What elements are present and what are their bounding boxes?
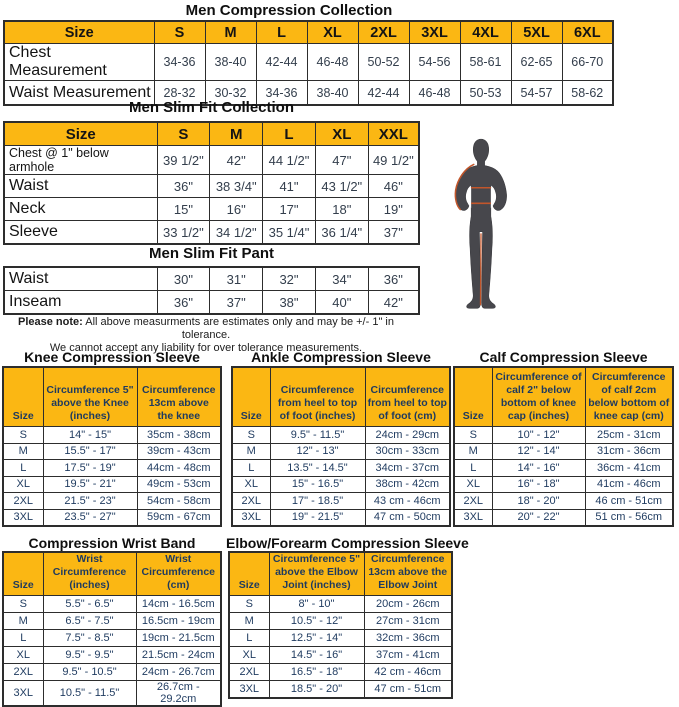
table-row <box>3 493 221 510</box>
table-cell: 30-32 <box>205 81 256 106</box>
table-cell: 62-65 <box>511 44 562 81</box>
table-row <box>232 509 450 526</box>
table-cell: 54-57 <box>511 81 562 106</box>
column-header: XL <box>315 122 368 146</box>
row-label: Neck <box>4 198 157 221</box>
column-header: Circumference 5" above the Knee (inches) <box>43 367 137 427</box>
row-label: Waist <box>4 267 157 291</box>
table-cell: 30cm - 33cm <box>365 443 450 460</box>
table-cell: 16" - 18" <box>492 476 585 493</box>
table-cell: 58-62 <box>562 81 613 106</box>
table-cell: 38-40 <box>307 81 358 106</box>
table-row <box>4 198 419 221</box>
column-header: Wrist Circumference (cm) <box>136 552 221 596</box>
column-header: M <box>210 122 263 146</box>
column-header: Size <box>229 552 269 596</box>
column-header: 5XL <box>511 21 562 44</box>
table-row <box>3 427 221 444</box>
table-cell: 59cm - 67cm <box>137 509 221 526</box>
table-cell: 13.5" - 14.5" <box>270 460 365 477</box>
column-header: 4XL <box>460 21 511 44</box>
table-cell: 36" <box>157 291 210 315</box>
table-cell: 40" <box>315 291 368 315</box>
table-row <box>3 443 221 460</box>
table-row <box>232 493 450 510</box>
row-label: Chest Measurement <box>4 44 154 81</box>
table-header-row <box>229 552 452 596</box>
table-cell: L <box>454 460 492 477</box>
table-cell: 38 3/4" <box>210 175 263 198</box>
table-cell: 14cm - 16.5cm <box>136 596 221 613</box>
table-cell: 17.5" - 19" <box>43 460 137 477</box>
table-cell: 3XL <box>3 681 43 707</box>
table-row <box>3 613 221 630</box>
table-cell: 27cm - 31cm <box>364 613 452 630</box>
table-cell: 10" - 12" <box>492 427 585 444</box>
table-row <box>4 291 419 315</box>
note-line-1-text: All above measurments are estimates only and may be +/- 1" in tolerance. <box>82 316 394 341</box>
table-cell: 16" <box>210 198 263 221</box>
table-cell: 58-61 <box>460 44 511 81</box>
table-cell: 3XL <box>229 681 269 699</box>
table-cell: 12" - 13" <box>270 443 365 460</box>
column-header: Size <box>4 21 154 44</box>
table-cell: 7.5" - 8.5" <box>43 630 136 647</box>
column-header: XXL <box>368 122 419 146</box>
table-row <box>3 630 221 647</box>
table-header-row <box>3 552 221 596</box>
table-cell: 49cm - 53cm <box>137 476 221 493</box>
table-row <box>4 267 419 291</box>
note-line-1 <box>0 316 412 342</box>
row-label: Waist Measurement <box>4 81 154 106</box>
table-row <box>454 509 673 526</box>
table-cell: 41cm - 46cm <box>585 476 673 493</box>
table-cell: 35cm - 38cm <box>137 427 221 444</box>
table-cell: 43 cm - 46cm <box>365 493 450 510</box>
table-cell: S <box>232 427 270 444</box>
table-cell: 14.5" - 16" <box>269 647 364 664</box>
table-row <box>3 460 221 477</box>
table-cell: S <box>229 596 269 613</box>
table-cell: 23.5" - 27" <box>43 509 137 526</box>
table-header-row <box>454 367 673 427</box>
table-cell: 3XL <box>232 509 270 526</box>
table-cell: 39 1/2" <box>157 146 210 175</box>
table-row <box>4 175 419 198</box>
table-cell: 9.5" - 10.5" <box>43 664 136 681</box>
ankle-compression-table <box>231 366 451 527</box>
table-cell: 37" <box>368 221 419 245</box>
table-cell: 8" - 10" <box>269 596 364 613</box>
table-cell: 32" <box>263 267 316 291</box>
table-cell: 49 1/2" <box>368 146 419 175</box>
row-label: Waist <box>4 175 157 198</box>
table-cell: 33 1/2" <box>157 221 210 245</box>
table-cell: M <box>3 613 43 630</box>
table-cell: 16.5cm - 19cm <box>136 613 221 630</box>
table-cell: 12.5" - 14" <box>269 630 364 647</box>
title-men-slim-fit-pant: Men Slim Fit Pant <box>148 245 274 262</box>
table-cell: 44cm - 48cm <box>137 460 221 477</box>
table-cell: 24cm - 29cm <box>365 427 450 444</box>
title-compression-wrist-band: Compression Wrist Band <box>28 535 196 551</box>
table-cell: L <box>232 460 270 477</box>
table-cell: 34 1/2" <box>210 221 263 245</box>
column-header: L <box>263 122 316 146</box>
column-header: 2XL <box>358 21 409 44</box>
table-cell: 38" <box>263 291 316 315</box>
table-cell: 10.5" - 12" <box>269 613 364 630</box>
table-cell: M <box>232 443 270 460</box>
table-cell: 31" <box>210 267 263 291</box>
table-row <box>229 596 452 613</box>
table-cell: 34" <box>315 267 368 291</box>
table-cell: 50-53 <box>460 81 511 106</box>
table-cell: 38-40 <box>205 44 256 81</box>
table-cell: 10.5" - 11.5" <box>43 681 136 707</box>
column-header: Size <box>4 122 157 146</box>
table-cell: 16.5" - 18" <box>269 664 364 681</box>
title-men-compression-collection: Men Compression Collection <box>185 2 393 19</box>
table-row <box>229 613 452 630</box>
table-row <box>4 146 419 175</box>
column-header: XL <box>307 21 358 44</box>
column-header: Circumference from heel to top of foot (cm) <box>365 367 450 427</box>
table-row <box>232 460 450 477</box>
table-cell: 35 1/4" <box>263 221 316 245</box>
table-row <box>229 647 452 664</box>
table-cell: L <box>229 630 269 647</box>
table-header-row <box>4 21 613 44</box>
table-cell: 54cm - 58cm <box>137 493 221 510</box>
men-slim-fit-table <box>3 121 420 245</box>
table-cell: 3XL <box>3 509 43 526</box>
table-row <box>232 427 450 444</box>
table-cell: 54-56 <box>409 44 460 81</box>
table-cell: 47 cm - 51cm <box>364 681 452 699</box>
table-cell: 18.5" - 20" <box>269 681 364 699</box>
table-cell: 20cm - 26cm <box>364 596 452 613</box>
table-cell: 21.5" - 23" <box>43 493 137 510</box>
table-cell: 51 cm - 56cm <box>585 509 673 526</box>
table-cell: 36cm - 41cm <box>585 460 673 477</box>
table-cell: S <box>454 427 492 444</box>
column-header: S <box>157 122 210 146</box>
column-header: Circumference of calf 2cm below bottom of knee cap (cm) <box>585 367 673 427</box>
title-ankle-compression-sleeve: Ankle Compression Sleeve <box>251 349 431 365</box>
table-row <box>232 443 450 460</box>
table-cell: 26.7cm - 29.2cm <box>136 681 221 707</box>
table-cell: 46-48 <box>307 44 358 81</box>
table-cell: 42-44 <box>256 44 307 81</box>
knee-compression-table <box>2 366 222 527</box>
table-cell: 9.5" - 9.5" <box>43 647 136 664</box>
table-cell: 39cm - 43cm <box>137 443 221 460</box>
column-header: S <box>154 21 205 44</box>
table-cell: 36" <box>157 175 210 198</box>
table-row <box>454 476 673 493</box>
table-row <box>454 427 673 444</box>
column-header: Circumference 13cm above the knee <box>137 367 221 427</box>
table-row <box>3 681 221 707</box>
table-cell: 2XL <box>232 493 270 510</box>
column-header: Size <box>454 367 492 427</box>
table-cell: 42 cm - 46cm <box>364 664 452 681</box>
column-header: Size <box>3 367 43 427</box>
table-cell: 5.5" - 6.5" <box>43 596 136 613</box>
table-cell: M <box>229 613 269 630</box>
table-cell: 30" <box>157 267 210 291</box>
column-header: L <box>256 21 307 44</box>
column-header: Size <box>3 552 43 596</box>
table-row <box>4 44 613 81</box>
table-cell: 15.5" - 17" <box>43 443 137 460</box>
column-header: Wrist Circumference (inches) <box>43 552 136 596</box>
table-row <box>4 221 419 245</box>
table-cell: 17" - 18.5" <box>270 493 365 510</box>
row-label: Chest @ 1" below armhole <box>4 146 157 175</box>
table-cell: 42" <box>368 291 419 315</box>
men-compression-table <box>3 20 614 106</box>
table-cell: 21.5cm - 24cm <box>136 647 221 664</box>
table-cell: M <box>454 443 492 460</box>
table-cell: S <box>3 427 43 444</box>
column-header: Size <box>232 367 270 427</box>
table-cell: 34-36 <box>256 81 307 106</box>
table-cell: 2XL <box>3 664 43 681</box>
table-cell: 34-36 <box>154 44 205 81</box>
column-header: Circumference 13cm above the Elbow Joint <box>364 552 452 596</box>
table-cell: 2XL <box>3 493 43 510</box>
table-cell: 28-32 <box>154 81 205 106</box>
table-row <box>454 493 673 510</box>
table-row <box>3 476 221 493</box>
table-cell: 36" <box>368 267 419 291</box>
table-cell: 24cm - 26.7cm <box>136 664 221 681</box>
table-cell: 2XL <box>229 664 269 681</box>
table-cell: 17" <box>263 198 316 221</box>
table-cell: 15" <box>157 198 210 221</box>
table-cell: 19" <box>368 198 419 221</box>
table-cell: 18" - 20" <box>492 493 585 510</box>
table-row <box>454 443 673 460</box>
table-cell: 43 1/2" <box>315 175 368 198</box>
table-cell: XL <box>3 647 43 664</box>
table-cell: XL <box>229 647 269 664</box>
table-cell: 47 cm - 50cm <box>365 509 450 526</box>
table-cell: 34cm - 37cm <box>365 460 450 477</box>
table-row <box>229 681 452 699</box>
table-cell: XL <box>454 476 492 493</box>
compression-wrist-band-table <box>2 551 222 707</box>
table-row <box>229 630 452 647</box>
table-cell: 37" <box>210 291 263 315</box>
row-label: Inseam <box>4 291 157 315</box>
table-cell: 50-52 <box>358 44 409 81</box>
table-cell: 25cm - 31cm <box>585 427 673 444</box>
table-cell: 12" - 14" <box>492 443 585 460</box>
column-header: Circumference of calf 2" below bottom of knee cap (inches) <box>492 367 585 427</box>
column-header: M <box>205 21 256 44</box>
table-cell: S <box>3 596 43 613</box>
title-elbow-forearm-compression-sleeve: Elbow/Forearm Compression Sleeve <box>226 535 469 551</box>
table-cell: 41" <box>263 175 316 198</box>
note-bold-prefix: Please note: <box>18 316 83 328</box>
male-silhouette-figure <box>446 136 516 312</box>
table-row <box>454 460 673 477</box>
table-header-row <box>4 122 419 146</box>
table-row <box>232 476 450 493</box>
table-cell: 42" <box>210 146 263 175</box>
table-cell: 42-44 <box>358 81 409 106</box>
table-cell: 19.5" - 21" <box>43 476 137 493</box>
table-cell: L <box>3 460 43 477</box>
table-row <box>3 647 221 664</box>
table-cell: M <box>3 443 43 460</box>
column-header: Circumference from heel to top of foot (inches) <box>270 367 365 427</box>
title-men-slim-fit-collection: Men Slim Fit Collection <box>128 99 294 116</box>
table-cell: 32cm - 36cm <box>364 630 452 647</box>
table-cell: 36 1/4" <box>315 221 368 245</box>
table-cell: XL <box>232 476 270 493</box>
table-cell: 31cm - 36cm <box>585 443 673 460</box>
table-row <box>229 664 452 681</box>
table-cell: 46 cm - 51cm <box>585 493 673 510</box>
calf-compression-table <box>453 366 674 527</box>
table-cell: 19cm - 21.5cm <box>136 630 221 647</box>
row-label: Sleeve <box>4 221 157 245</box>
table-cell: 38cm - 42cm <box>365 476 450 493</box>
table-row <box>3 664 221 681</box>
table-cell: XL <box>3 476 43 493</box>
table-cell: L <box>3 630 43 647</box>
table-cell: 14" - 15" <box>43 427 137 444</box>
table-cell: 6.5" - 7.5" <box>43 613 136 630</box>
column-header: Circumference 5" above the Elbow Joint (inches) <box>269 552 364 596</box>
table-header-row <box>232 367 450 427</box>
table-cell: 46" <box>368 175 419 198</box>
note-line-2: We cannot accept any liability for over tolerance measurements. <box>49 342 363 354</box>
table-cell: 44 1/2" <box>263 146 316 175</box>
table-cell: 18" <box>315 198 368 221</box>
men-slim-fit-pant-table <box>3 266 420 315</box>
table-cell: 46-48 <box>409 81 460 106</box>
table-cell: 15" - 16.5" <box>270 476 365 493</box>
table-cell: 20" - 22" <box>492 509 585 526</box>
table-cell: 66-70 <box>562 44 613 81</box>
table-cell: 19" - 21.5" <box>270 509 365 526</box>
inseam-measure-line <box>480 233 481 305</box>
table-header-row <box>3 367 221 427</box>
table-row <box>3 509 221 526</box>
table-cell: 47" <box>315 146 368 175</box>
table-cell: 9.5" - 11.5" <box>270 427 365 444</box>
table-cell: 3XL <box>454 509 492 526</box>
table-cell: 2XL <box>454 493 492 510</box>
table-row <box>3 596 221 613</box>
column-header: 3XL <box>409 21 460 44</box>
table-cell: 37cm - 41cm <box>364 647 452 664</box>
elbow-forearm-compression-table <box>228 551 453 699</box>
column-header: 6XL <box>562 21 613 44</box>
table-cell: 14" - 16" <box>492 460 585 477</box>
title-knee-compression-sleeve: Knee Compression Sleeve <box>24 349 200 365</box>
title-calf-compression-sleeve: Calf Compression Sleeve <box>479 349 648 365</box>
